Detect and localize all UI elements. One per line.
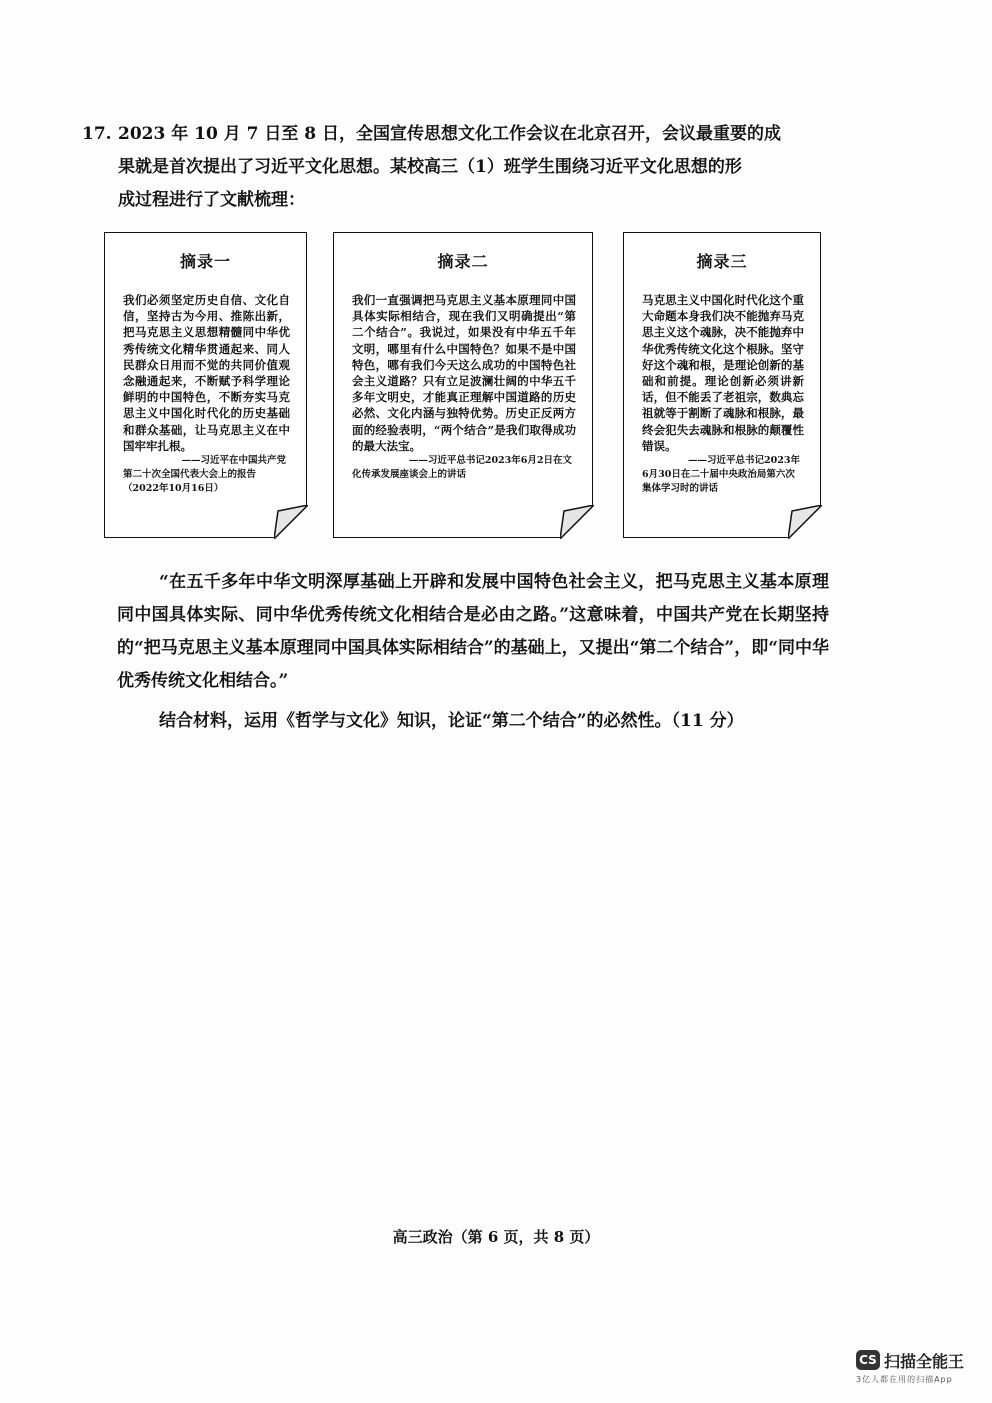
watermark-slogan: 3亿人都在用的扫描App (856, 1375, 953, 1384)
excerpt-source (642, 454, 804, 496)
question-intro (82, 118, 842, 217)
task-prompt: 结合材料，运用《哲学与文化》知识，论证“第二个结合”的必然性。（11 分） (159, 711, 744, 731)
excerpt-card-2 (333, 232, 593, 538)
page-footer: 高三政治（第 6 页，共 8 页） (392, 1228, 600, 1246)
material-paragraph: “在五千多年中华文明深厚基础上开辟和发展中国特色社会主义，把马克思主义基本原理同中国具体实际、同中华优秀传统文化相结合是必由之路。”这意味着，中国共产党在长期坚持的“把马克思主义基本原理同中国具体实际相结合”的基础上，又提出“第二个结合”，即“同中华优秀传统文化相结合。” (117, 572, 829, 691)
excerpt-body: 马克思主义中国化时代化这个重大命题本身我们决不能抛弃马克思主义这个魂脉，决不能抛弃中华优秀传统文化这个根脉。坚守好这个魂和根，是理论创新的基础和前提。理论创新必须讲新话，但不能丢了老祖宗，数典忘祖就等于割断了魂脉和根脉，最终会犯失去魂脉和根脉的颠覆性错误。 (642, 293, 804, 453)
excerpt-source-line: ——习近平总书记2023年6月2日在文 (408, 455, 572, 467)
excerpt-body: 我们必须坚定历史自信、文化自信，坚持古为今用、推陈出新，把马克思主义思想精髓同中华优秀传统文化精华贯通起来、同人民群众日用而不觉的共同价值观念融通起来，不断赋予科学理论鲜明的中国特色，不断夯实马克思主义中国化时代化的历史基础和群众基础，让马克思主义在中国牢牢扎根。 (123, 293, 290, 453)
excerpt-title: 摘录一 (179, 252, 231, 271)
page-fold-icon (274, 505, 308, 539)
page-fold-icon (788, 505, 822, 539)
excerpt-source-line: 6月30日在二十届中央政治局第六次集体学习时的讲话 (642, 469, 795, 495)
watermark-name: 扫描全能王 (884, 1352, 965, 1371)
question-line: 2023 年 10 月 7 日至 8 日，全国宣传思想文化工作会议在北京召开，会议最重要的成 (118, 124, 782, 144)
question-number: 17. (82, 124, 112, 144)
question-line: 成过程进行了文献梳理： (118, 190, 305, 210)
excerpt-source-line: ——习近平总书记2023年 (688, 455, 800, 467)
excerpt-source (123, 454, 290, 496)
excerpt-body: 我们一直强调把马克思主义基本原理同中国具体实际相结合，现在我们又明确提出“第二个结合”。我说过，如果没有中华五千年文明，哪里有什么中国特色？如果不是中国特色，哪有我们今天这么成功的中国特色社会主义道路？只有立足波澜壮阔的中华五千多年文明史，才能真正理解中国道路的历史必然、文化内涵与独特优势。历史正反两方面的经验表明，“两个结合”是我们取得成功的最大法宝。 (352, 293, 576, 453)
excerpt-card-3 (623, 232, 821, 538)
page-fold-icon (560, 505, 594, 539)
excerpt-source-line: ——习近平在中国共产党 (181, 455, 286, 467)
excerpt-source-line: 化传承发展座谈会上的讲话 (352, 469, 467, 481)
scanner-watermark (852, 1348, 982, 1388)
excerpt-card-1 (104, 232, 307, 538)
excerpt-title: 摘录二 (437, 252, 489, 271)
excerpt-title: 摘录三 (696, 252, 748, 271)
question-line: 果就是首次提出了习近平文化思想。某校高三（1）班学生围绕习近平文化思想的形 (118, 157, 742, 177)
cs-logo-icon: CS (856, 1350, 880, 1370)
excerpt-source (352, 454, 576, 482)
excerpt-source-line: 第二十次全国代表大会上的报告（2022年10月16日） (123, 469, 257, 495)
